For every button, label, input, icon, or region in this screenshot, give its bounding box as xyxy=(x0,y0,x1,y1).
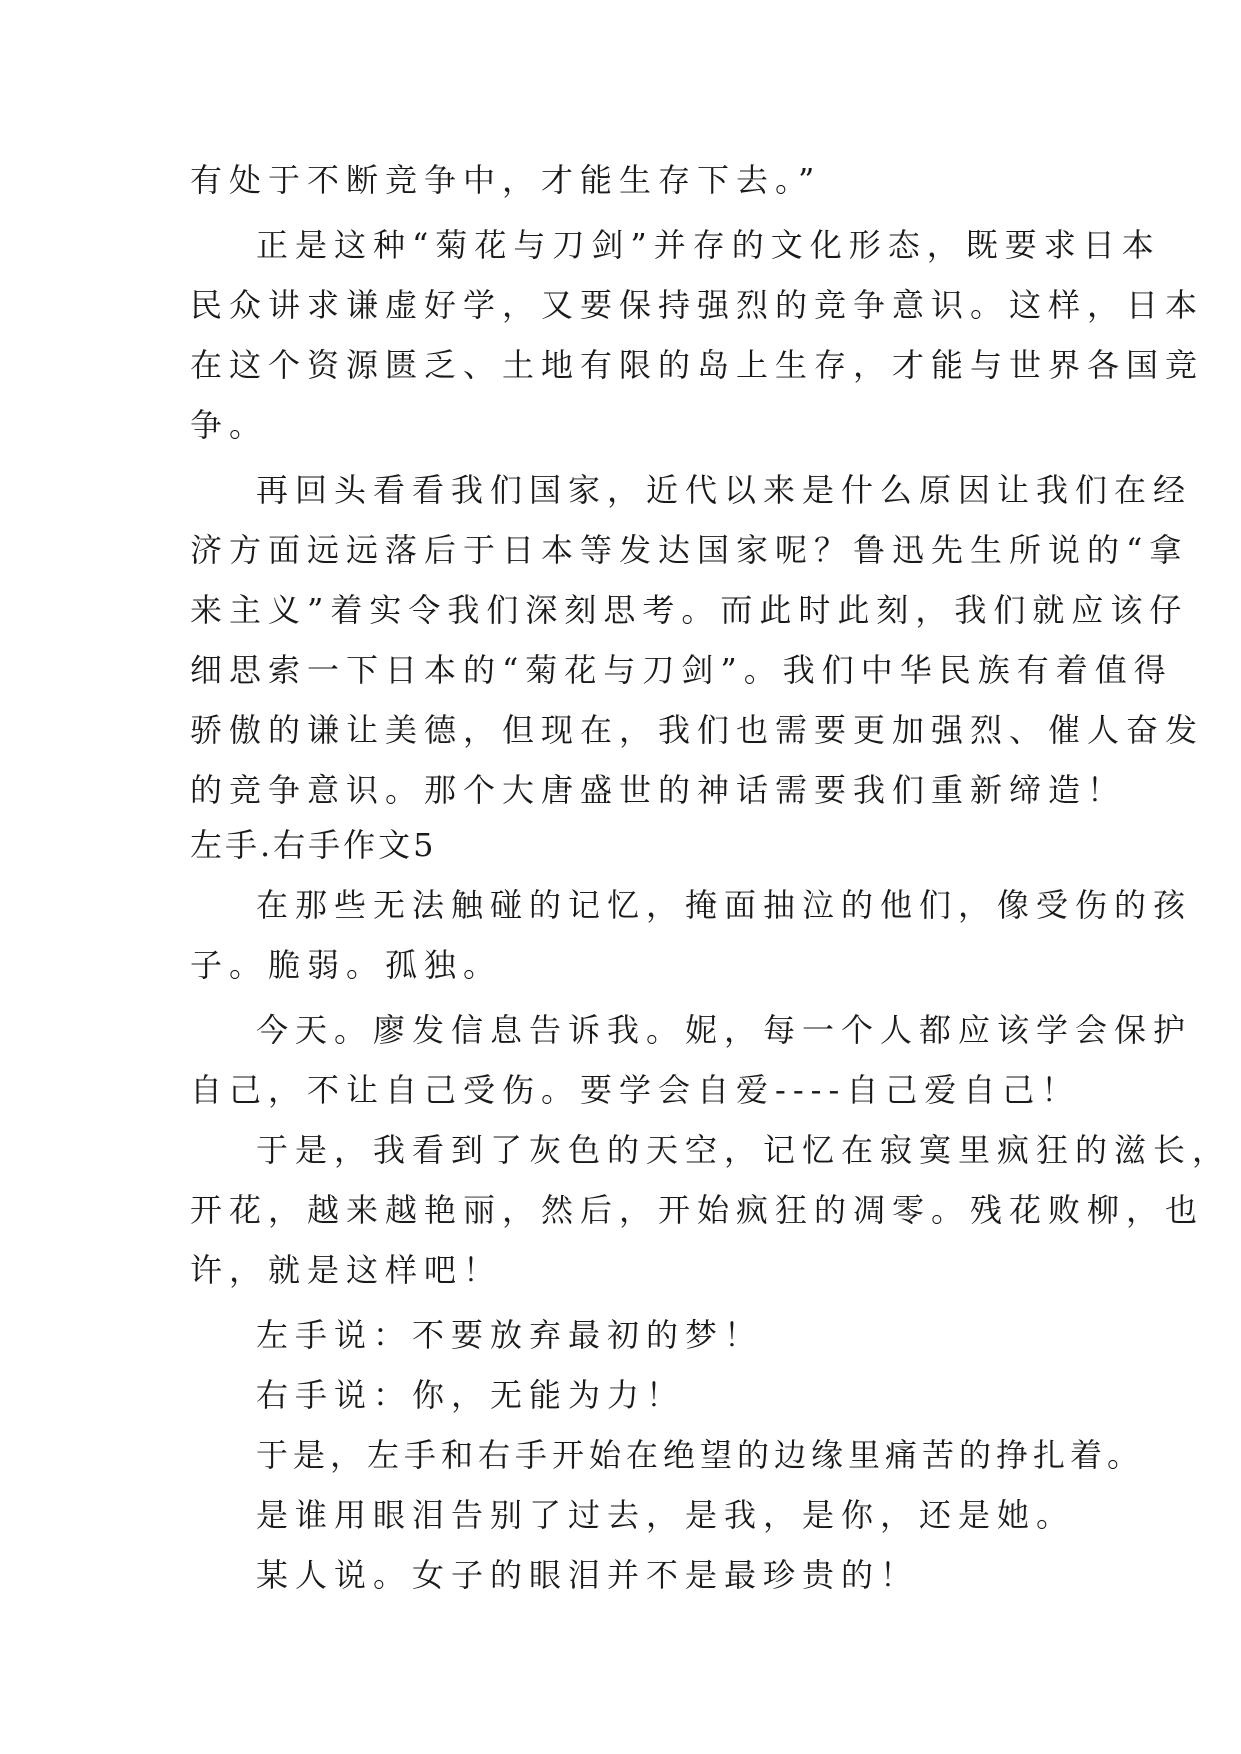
text-line: 在那些无法触碰的记忆，掩面抽泣的他们，像受伤的孩 xyxy=(256,886,1193,924)
text-line: 是谁用眼泪告别了过去，是我，是你，还是她。 xyxy=(256,1496,1076,1534)
text-line: 来主义”着实令我们深刻思考。而此时此刻，我们就应该仔 xyxy=(190,591,1189,629)
section-heading: 左手.右手作文5 xyxy=(190,826,437,864)
text-line: 今天。廖发信息告诉我。妮，每一个人都应该学会保护 xyxy=(256,1011,1193,1049)
text-line: 有处于不断竞争中，才能生存下去。” xyxy=(190,161,822,199)
text-line: 某人说。女子的眼泪并不是最珍贵的！ xyxy=(256,1556,920,1594)
text-line: 民众讲求谦虚好学，又要保持强烈的竞争意识。这样，日本 xyxy=(190,286,1205,324)
text-line: 济方面远远落后于日本等发达国家呢？鲁迅先生所说的“拿 xyxy=(190,531,1189,569)
text-line: 子。脆弱。孤独。 xyxy=(190,946,503,984)
text-line: 开花，越来越艳丽，然后，开始疯狂的凋零。残花败柳，也 xyxy=(190,1191,1205,1229)
text-line: 许，就是这样吧！ xyxy=(190,1251,503,1289)
text-line: 自己，不让自己受伤。要学会自爱----自己爱自己！ xyxy=(190,1071,1081,1109)
text-line: 细思索一下日本的“菊花与刀剑”。我们中华民族有着值得 xyxy=(190,651,1173,689)
text-line: 的竞争意识。那个大唐盛世的神话需要我们重新缔造！ xyxy=(190,771,1127,809)
text-line: 右手说：你，无能为力！ xyxy=(256,1376,686,1414)
text-line: 骄傲的谦让美德，但现在，我们也需要更加强烈、催人奋发 xyxy=(190,711,1205,749)
text-line: 再回头看看我们国家，近代以来是什么原因让我们在经 xyxy=(256,471,1193,509)
text-line: 正是这种“菊花与刀剑”并存的文化形态，既要求日本 xyxy=(256,226,1161,264)
text-line: 于是，我看到了灰色的天空，记忆在寂寞里疯狂的滋长， xyxy=(256,1131,1232,1169)
text-line: 左手说：不要放弃最初的梦！ xyxy=(256,1316,764,1354)
text-line: 争。 xyxy=(190,406,269,444)
text-line: 于是，左手和右手开始在绝望的边缘里痛苦的挣扎着。 xyxy=(256,1436,1145,1474)
text-line: 在这个资源匮乏、土地有限的岛上生存，才能与世界各国竞 xyxy=(190,346,1205,384)
